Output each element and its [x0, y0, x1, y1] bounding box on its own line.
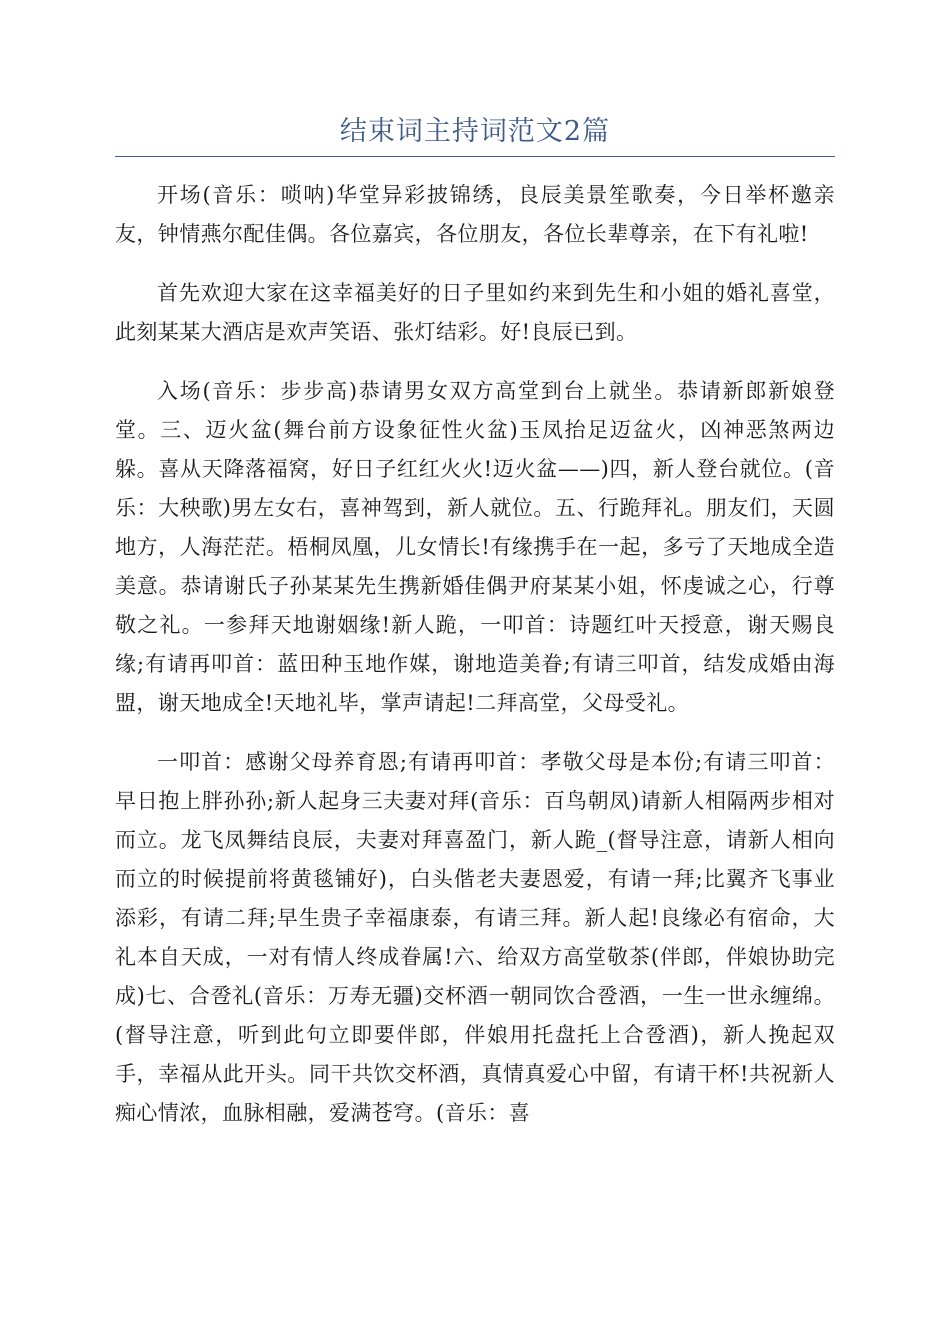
paragraph-opening: 开场(音乐：唢呐)华堂异彩披锦绣，良辰美景笙歌奏，今日举杯邀亲友，钟情燕尔配佳偶。各位嘉宾，各位朋友，各位长辈尊亲，在下有礼啦! [115, 183, 835, 246]
paragraph-welcome: 首先欢迎大家在这幸福美好的日子里如约来到先生和小姐的婚礼喜堂，此刻某某大酒店是欢声笑语、张灯结彩。好!良辰已到。 [115, 281, 835, 344]
page-title: 结束词主持词范文2篇 [339, 116, 611, 147]
paragraph-bows-and-toast: 一叩首：感谢父母养育恩;有请再叩首：孝敬父母是本份;有请三叩首：早日抱上胖孙孙;新人起身三夫妻对拜(音乐：百鸟朝凤)请新人相隔两步相对而立。龙飞凤舞结良辰，夫妻对拜喜盈门，新人跪_(督导注意，请新人相向而立的时候提前将黄毯铺好)，白头偕老夫妻恩爱，有请一拜;比翼齐飞事业添彩，有请二拜;早生贵子幸福康泰，有请三拜。新人起!良缘必有宿命，大礼本自天成，一对有情人终成眷属!六、给双方高堂敬茶(伴郎，伴娘协助完成)七、合卺礼(音乐：万寿无疆)交杯酒一朝同饮合卺酒，一生一世永缠绵。(督导注意，听到此句立即要伴郎，伴娘用托盘托上合卺酒)，新人挽起双手，幸福从此开头。同干共饮交杯酒，真情真爱心中留，有请干杯!共祝新人痴心情浓，血脉相融，爱满苍穹。(音乐：喜 [115, 750, 835, 1125]
title-section [115, 112, 835, 157]
document-body [115, 176, 835, 1153]
paragraph-entrance-ceremony: 入场(音乐：步步高)恭请男女双方高堂到台上就坐。恭请新郎新娘登堂。三、迈火盆(舞台前方设象征性火盆)玉凤抬足迈盆火，凶神恶煞两边躲。喜从天降落福窝，好日子红红火火!迈火盆——)四，新人登台就位。(音乐：大秧歌)男左女右，喜神驾到，新人就位。五、行跪拜礼。朋友们，天圆地方，人海茫茫。梧桐凤凰，儿女情长!有缘携手在一起，多亏了天地成全造美意。恭请谢氏子孙某某先生携新婚佳偶尹府某某小姐，怀虔诚之心，行尊敬之礼。一参拜天地谢姻缘!新人跪，一叩首：诗题红叶天授意，谢天赐良缘;有请再叩首：蓝田种玉地作媒，谢地造美眷;有请三叩首，结发成婚由海盟，谢天地成全!天地礼毕，掌声请起!二拜高堂，父母受礼。 [115, 379, 835, 715]
